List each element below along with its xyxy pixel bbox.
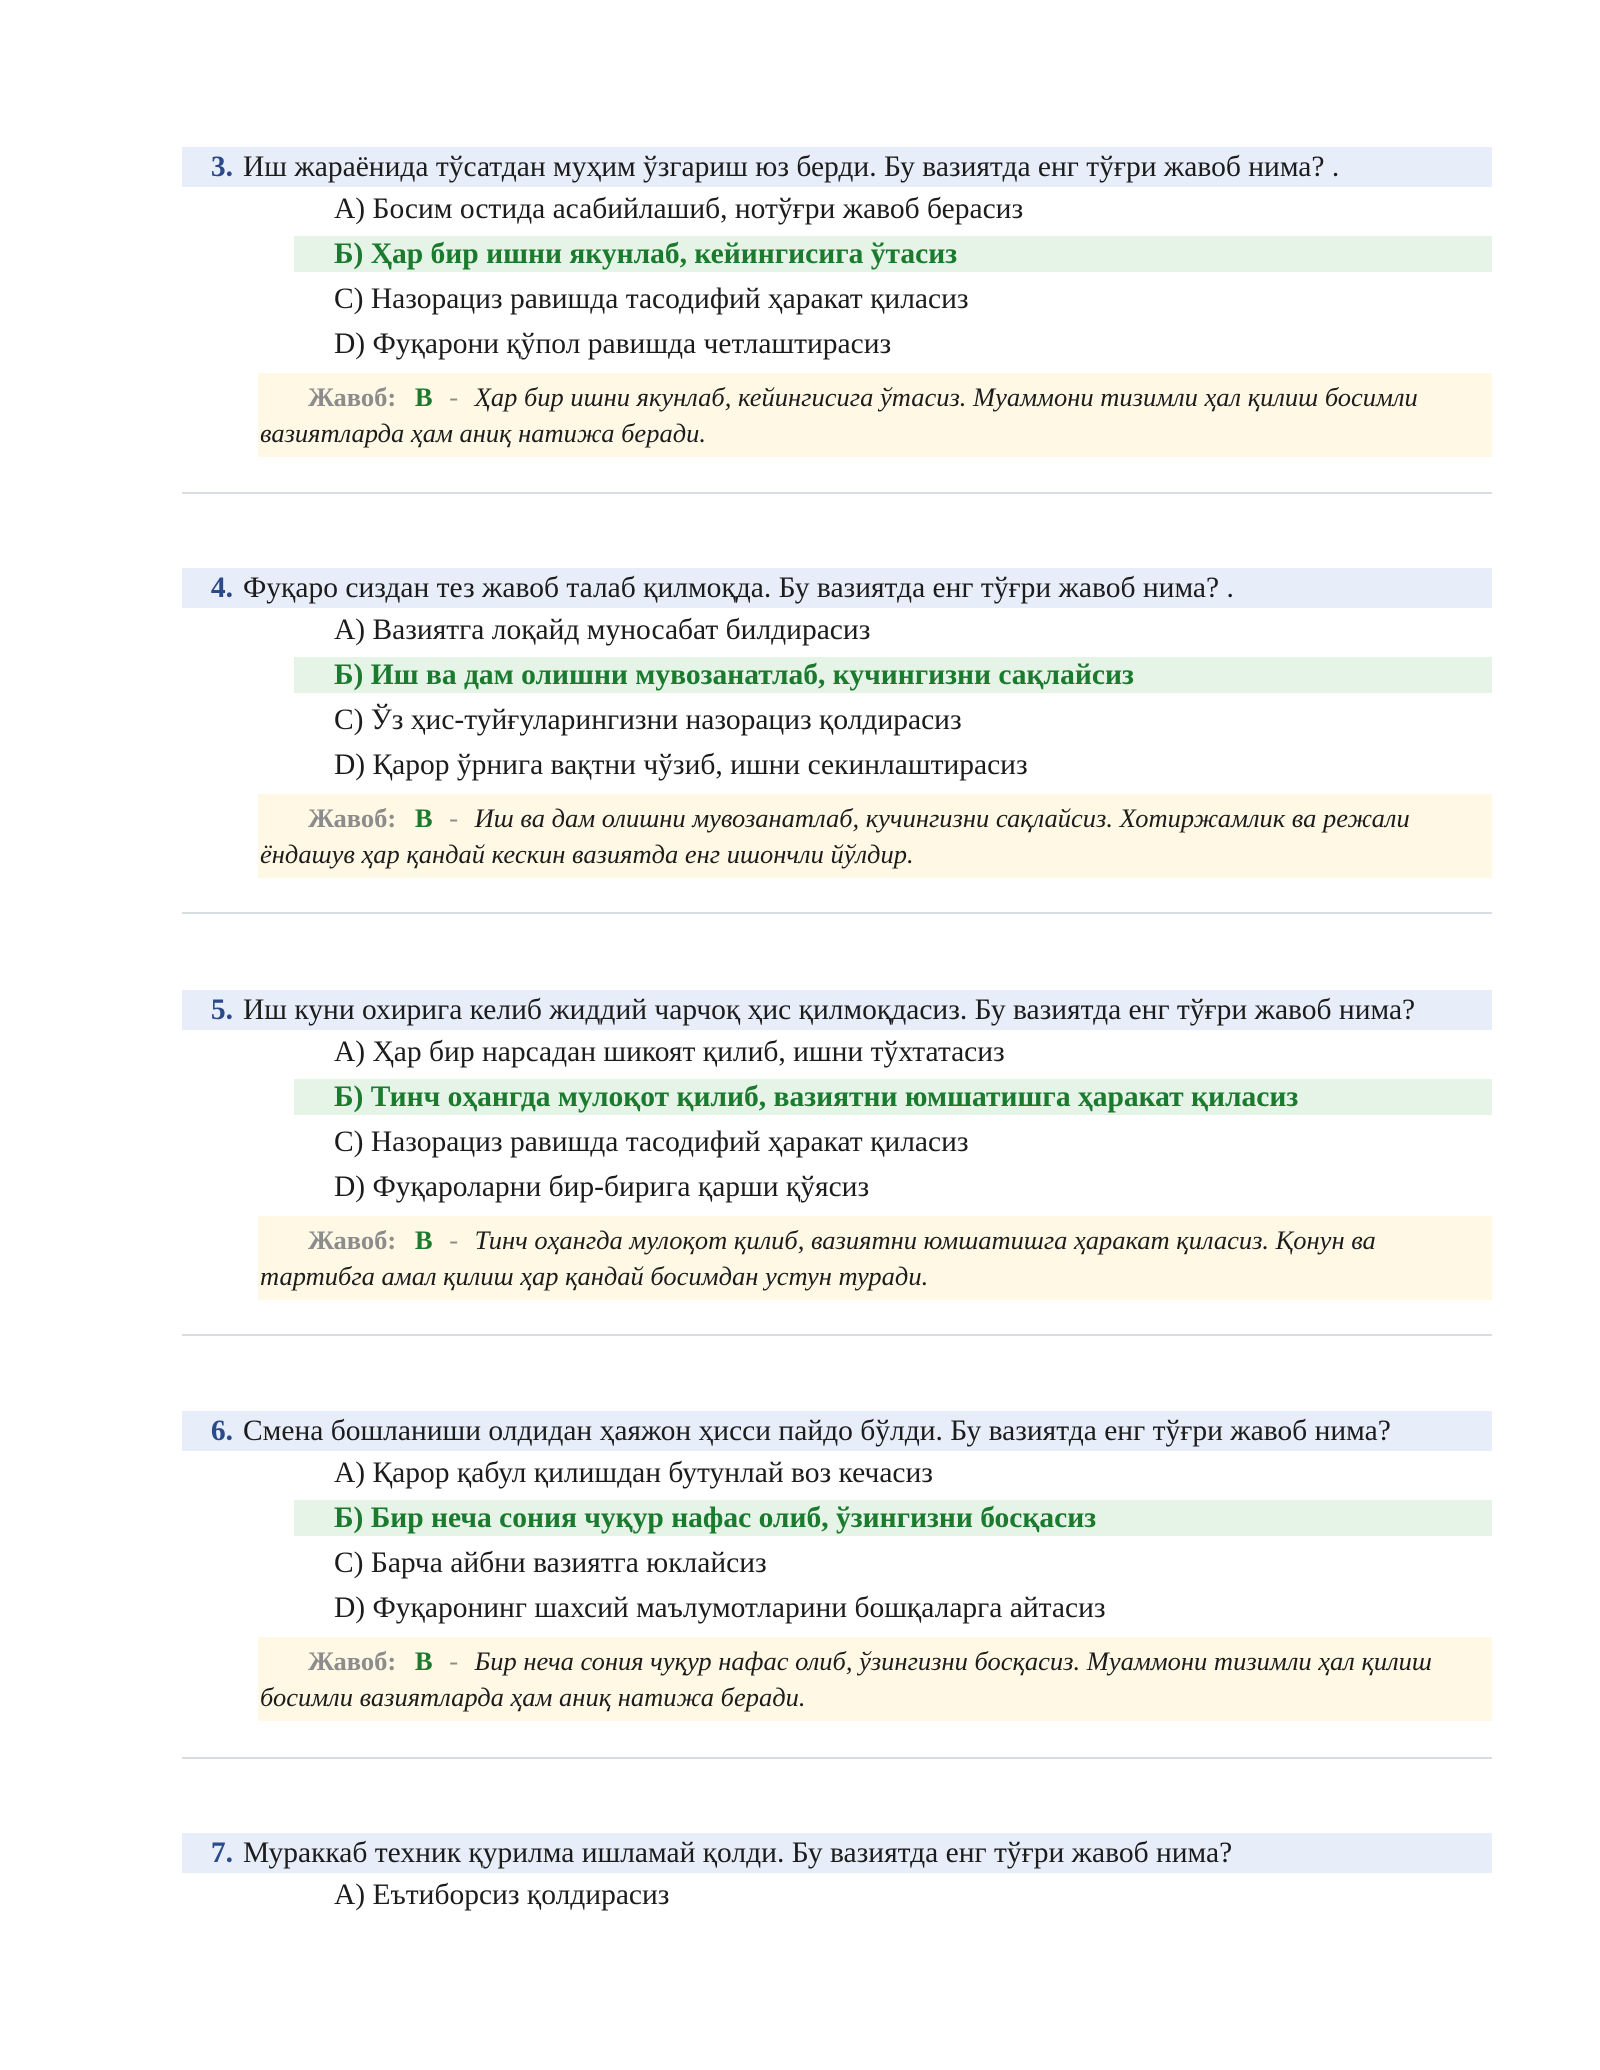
- answer-text: Тинч оҳангда мулоқот қилиб, вазиятни юмшатишга ҳаракат қиласиз. Қонун ва тартибга амал қилиш ҳар қандай босимдан устун туради.: [260, 1225, 1376, 1291]
- option-a: A) Қарор қабул қилишдан бутунлай воз кечасиз: [334, 1457, 933, 1489]
- answer-letter: B: [414, 803, 433, 833]
- option-a: A) Босим остида асабийлашиб, нотўғри жавоб берасиз: [334, 193, 1024, 225]
- question-text: Иш куни охирига келиб жиддий чарчоқ ҳис қилмоқдасиз. Бу вазиятда енг тўғри жавоб нима?: [243, 993, 1416, 1026]
- question-block: [182, 568, 1492, 878]
- question-block: [182, 990, 1492, 1300]
- question-block: [182, 147, 1492, 457]
- question-number: 6.: [210, 1414, 233, 1447]
- answer-dash: -: [449, 803, 459, 833]
- option-d: D) Қарор ўрнига вақтни чўзиб, ишни секинлаштирасиз: [334, 749, 1028, 781]
- divider: [182, 1334, 1492, 1336]
- answer-letter: B: [414, 1646, 433, 1676]
- answer-text: Бир неча сония чуқур нафас олиб, ўзингизни босқасиз. Муаммони тизимли ҳал қилиш босимли вазиятларда ҳам аниқ натижа беради.: [260, 1646, 1432, 1712]
- answer-letter: B: [414, 382, 433, 412]
- answer-dash: -: [449, 382, 459, 412]
- options-list: [182, 1873, 1492, 1918]
- option-c: C) Назорациз равишда тасодифий ҳаракат қиласиз: [334, 1126, 969, 1158]
- question-number: 3.: [210, 150, 233, 183]
- question-line: [182, 568, 1492, 608]
- answer-label: Жавоб:: [308, 803, 397, 833]
- answer-label: Жавоб:: [308, 1646, 397, 1676]
- answer-dash: -: [449, 1646, 459, 1676]
- answer-explanation: [258, 373, 1492, 457]
- option-correct: Б) Тинч оҳангда мулоқот қилиб, вазиятни юмшатишга ҳаракат қиласиз: [294, 1079, 1492, 1115]
- divider: [182, 1757, 1492, 1759]
- answer-text: Ҳар бир ишни якунлаб, кейингисига ўтасиз. Муаммони тизимли ҳал қилиш босимли вазиятларда ҳам аниқ натижа беради.: [260, 382, 1418, 448]
- answer-dash: -: [449, 1225, 459, 1255]
- question-text: Смена бошланиши олдидан ҳаяжон ҳисси пайдо бўлди. Бу вазиятда енг тўғри жавоб нима?: [243, 1414, 1391, 1447]
- option-c: C) Назорациз равишда тасодифий ҳаракат қиласиз: [334, 283, 969, 315]
- answer-explanation: [258, 1637, 1492, 1721]
- answer-letter: B: [414, 1225, 433, 1255]
- answer-text: Иш ва дам олишни мувозанатлаб, кучингизни сақлайсиз. Хотиржамлик ва режали ёндашув ҳар қандай кескин вазиятда енг ишончли йўлдир.: [260, 803, 1410, 869]
- option-d: D) Фуқарони қўпол равишда четлаштирасиз: [334, 328, 892, 360]
- question-line: [182, 147, 1492, 187]
- question-number: 7.: [210, 1836, 233, 1869]
- option-a: A) Еътиборсиз қолдирасиз: [334, 1879, 670, 1911]
- option-a: A) Ҳар бир нарсадан шикоят қилиб, ишни тўхтатасиз: [334, 1036, 1005, 1068]
- option-correct: Б) Иш ва дам олишни мувозанатлаб, кучингизни сақлайсиз: [294, 657, 1492, 693]
- answer-explanation: [258, 1216, 1492, 1300]
- question-text: Иш жараёнида тўсатдан муҳим ўзгариш юз берди. Бу вазиятда енг тўғри жавоб нима? .: [243, 150, 1340, 183]
- question-block: [182, 1411, 1492, 1721]
- option-correct: Б) Бир неча сония чуқур нафас олиб, ўзингизни босқасиз: [294, 1500, 1492, 1536]
- answer-label: Жавоб:: [308, 382, 397, 412]
- option-a: A) Вазиятга лоқайд муносабат билдирасиз: [334, 614, 871, 646]
- option-c: C) Ўз ҳис-туйғуларингизни назорациз қолдирасиз: [334, 704, 962, 736]
- options-list: [182, 608, 1492, 788]
- option-correct: Б) Ҳар бир ишни якунлаб, кейингисига ўтасиз: [294, 236, 1492, 272]
- option-d: D) Фуқароларни бир-бирига қарши қўясиз: [334, 1171, 870, 1203]
- question-text: Фуқаро сиздан тез жавоб талаб қилмоқда. Бу вазиятда енг тўғри жавоб нима? .: [243, 571, 1234, 604]
- options-list: [182, 1451, 1492, 1631]
- divider: [182, 492, 1492, 494]
- option-d: D) Фуқаронинг шахсий маълумотларини бошқаларга айтасиз: [334, 1592, 1106, 1624]
- question-line: [182, 1833, 1492, 1873]
- question-number: 5.: [210, 993, 233, 1026]
- option-c: C) Барча айбни вазиятга юклайсиз: [334, 1547, 767, 1579]
- question-line: [182, 1411, 1492, 1451]
- options-list: [182, 1030, 1492, 1210]
- question-block: [182, 1833, 1492, 1918]
- question-text: Мураккаб техник қурилма ишламай қолди. Бу вазиятда енг тўғри жавоб нима?: [243, 1836, 1233, 1869]
- options-list: [182, 187, 1492, 367]
- question-line: [182, 990, 1492, 1030]
- answer-explanation: [258, 794, 1492, 878]
- question-number: 4.: [210, 571, 233, 604]
- divider: [182, 912, 1492, 914]
- answer-label: Жавоб:: [308, 1225, 397, 1255]
